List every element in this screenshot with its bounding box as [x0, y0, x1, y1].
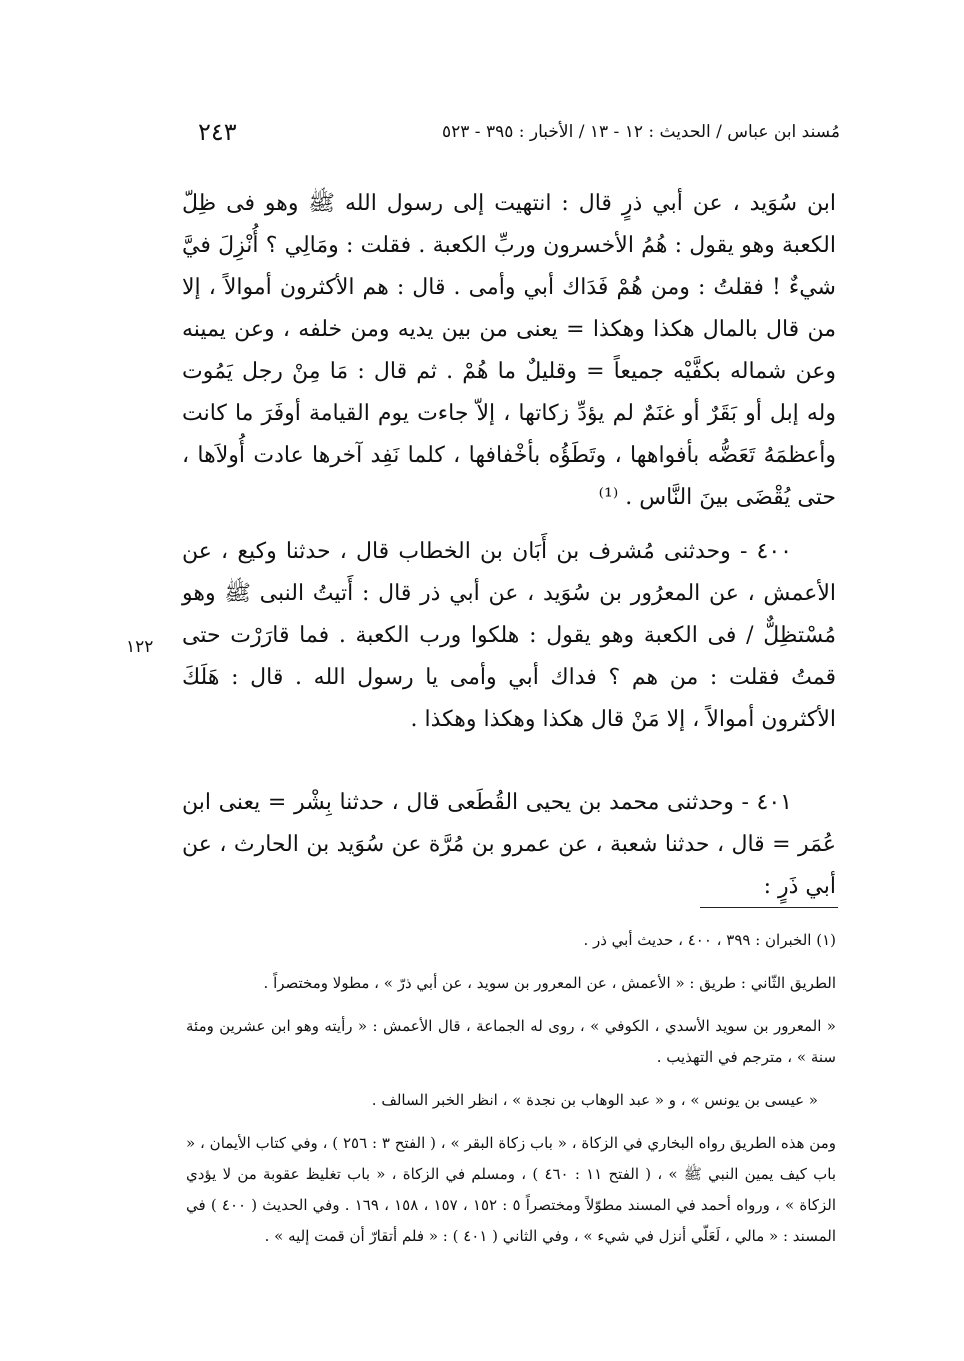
footnote-line: الطريق الثّاني : طريق : « الأعمش ، عن المعرور بن سويد ، عن أبي ذرّ » ، مطولا ومختصراً .: [263, 974, 836, 992]
footnotes-section: [186, 925, 836, 1264]
footnote-line: « المعرور بن سويد الأسدي ، الكوفي » ، روى له الجماعة ، قال الأعمش : « رأيته وهو ابن عشرين ومئة سنة » ، مترجم في التهذيب .: [186, 1017, 836, 1066]
footnote-line: ومن هذه الطريق رواه البخاري في الزكاة ، « باب زكاة البقر » ، ( الفتح ٣ : ٢٥٦ ) ، وفي كتاب الأيمان ، « باب كيف يمين النبي ﷺ » ، ( الفتح ١١ : ٤٦٠ ) ، ومسلم في الزكاة ، « باب تغليظ عقوبة من لا يؤدي الزكاة » ، ورواه أحمد في المسند مطوّلاً ومختصراً ٥ : ١٥٢ ، ١٥٧ ، ١٥٨ ، ١٦٩ . وفي الحديث ( ٤٠٠ ) في المسند : « مالي ، لَعَلّي أنزل في شيء » ، وفي الثاني ( ٤٠١ ) : « فلم أتقارّ أن قمت إليه » .: [186, 1134, 837, 1245]
footnote-line: « عيسى بن يونس » ، و « عبد الوهاب بن نجدة » ، انظر الخبر السالف .: [371, 1091, 818, 1109]
page-header: [150, 118, 840, 150]
paragraph-continued: ابن سُوَيد ، عن أبي ذرٍ قال : انتهيت إلى رسول الله ﷺ وهو فى ظِلّ الكعبة وهو يقول : هُمُ الأخسرون وربِّ الكعبة . فقلت : ومَالِي ؟ أُنْزِلَ فيَّ شيءٌ ! فقلتُ : ومن هُمْ فَدَاك أبي وأمى . قال : هم الأكثرون أموالاً ، إلا من قال بالمال هكذا وهكذا = يعنى من بين يديه ومن خلفه ، وعن يمينه وعن شماله بكفَّيْه جميعاً = وقليلٌ ما هُمْ . ثم قال : مَا مِنْ رجل يَمُوت وله إبل أو بَقَرٌ أو غنَمٌ لم يؤدِّ زكاتها ، إلاّ جاءت يوم القيامة أوفَرَ ما كانت وأعظمَهُ تَعَضُّه بأفواهها ، وتَطَؤُه بأخْفافها ، كلما نَفِد آخرها عادت أُولاَها ، حتى يُقْضَى بينَ النَّاس . ⁽¹⁾: [182, 191, 836, 510]
hadith-400-paragraph: ٤٠٠ - وحدثنى مُشرف بن أَبَان بن الخطاب قال ، حدثنا وكيع ، عن الأعمش ، عن المعرُور بن سُوَيد ، عن أبي ذر قال : أَتيتُ النبى ﷺ وهو مُسْتظِلٌّ / فى الكعبة وهو يقول : هلكوا ورب الكعبة . فما قارَرْت حتى قمتُ فقلت : من هم ؟ فداك أبي وأمى يا رسول الله . قال : هَلَكَ الأكثرون أموالاً ، إلا مَنْ قال هكذا وهكذا وهكذا .: [182, 539, 836, 732]
footnote-divider: [700, 907, 838, 908]
margin-page-reference: ١٢٢: [126, 637, 154, 657]
running-head: مُسند ابن عباس / الحديث : ١٢ - ١٣ / الأخبار : ٣٩٥ - ٥٢٣: [441, 122, 840, 142]
page-number: ٢٤٣: [198, 118, 237, 146]
footnote-1: (١) الخبران : ٣٩٩ ، ٤٠٠ ، حديث أبي ذر .: [583, 931, 836, 949]
hadith-401-paragraph: ٤٠١ - وحدثنى محمد بن يحيى القُطَعى قال ، حدثنا بِشْر = يعنى ابن عُمَر = قال ، حدثنا شعبة ، عن عمرو بن مُرَّة عن سُوَيد بن الحارث ، عن أبي ذَرٍ :: [182, 790, 836, 899]
